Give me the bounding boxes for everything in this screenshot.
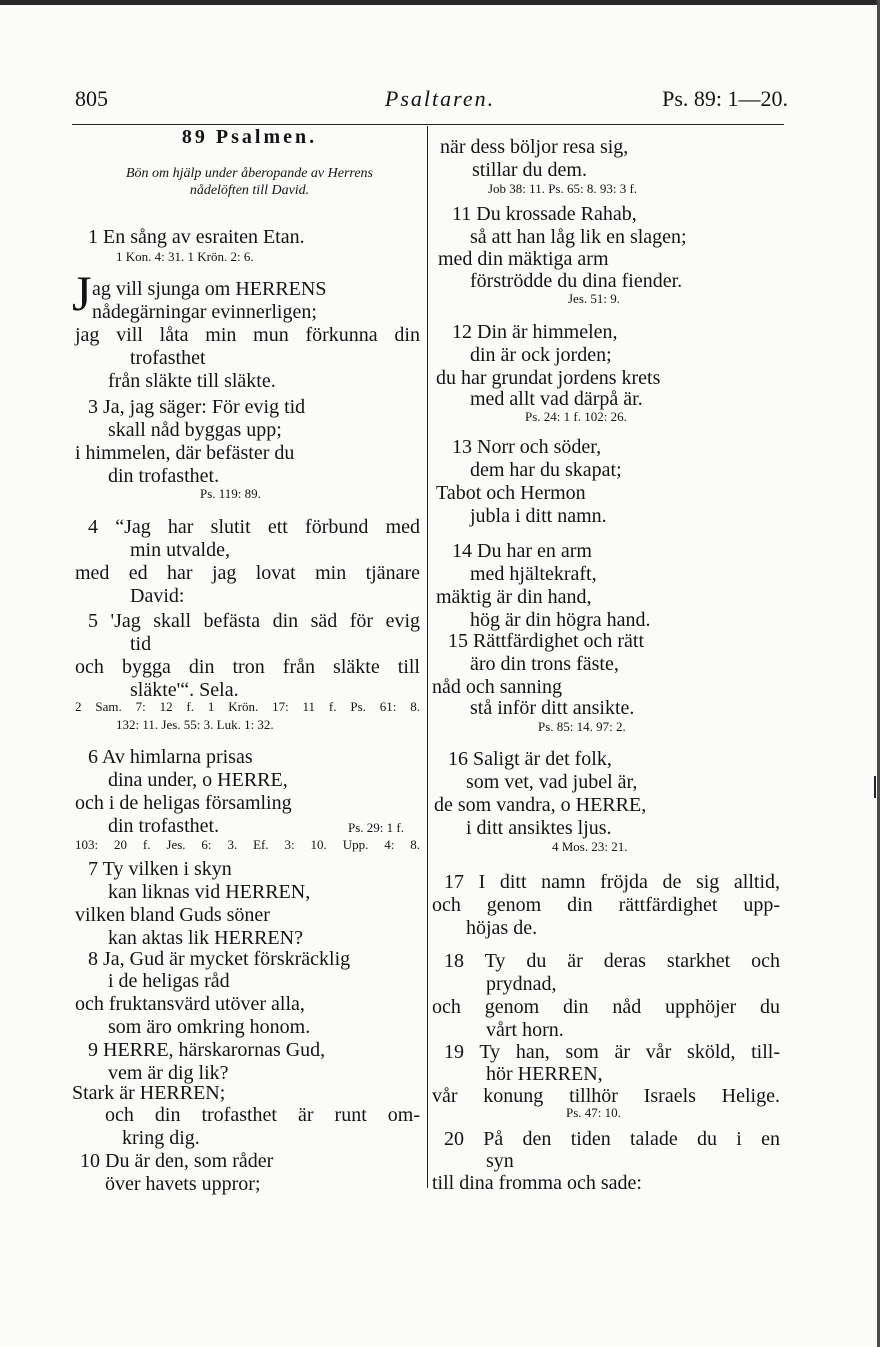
verse-line: mäktig är din hand, (436, 586, 592, 608)
verse-line: 15 Rättfärdighet och rätt (448, 630, 645, 652)
verse-line: Stark är HERREN; (72, 1082, 226, 1104)
verse-line: kan liknas vid HERREN, (108, 881, 311, 903)
cross-reference: 4 Mos. 23: 21. (552, 839, 628, 854)
verse-line: trofasthet (130, 347, 206, 369)
page-number: 805 (75, 86, 108, 111)
verse-line: som äro omkring honom. (108, 1016, 311, 1038)
verse-line: stå inför ditt ansikte. (470, 697, 635, 719)
verse-line: i de heligas råd (108, 970, 230, 992)
verse-line: så att han låg lik en slagen; (470, 226, 687, 248)
verse-line: med hjältekraft, (470, 563, 597, 585)
verse-line: som vet, vad jubel är, (466, 771, 638, 793)
verse-line: och din trofasthet är runt om- (105, 1104, 420, 1126)
verse-line: i himmelen, där befäster du (75, 442, 295, 464)
verse-line: vårt horn. (486, 1019, 564, 1041)
verse-line: hög är din högra hand. (470, 609, 651, 631)
verse-line: 4 “Jag har slutit ett förbund med (88, 516, 420, 538)
verse-line: din trofasthet. (108, 815, 220, 837)
verse-line: kring dig. (122, 1127, 200, 1149)
verse-line: de som vandra, o HERRE, (434, 794, 647, 816)
verse-line: dina under, o HERRE, (108, 769, 288, 791)
verse-line: 10 Du är den, som råder (80, 1150, 274, 1172)
verse-line: David: (130, 585, 185, 607)
verse-line: Tabot och Hermon (436, 482, 586, 504)
verse-line: när dess böljor resa sig, (440, 136, 629, 158)
verse-line: dem har du skapat; (470, 459, 622, 481)
verse-line: 5 'Jag skall befästa din säd för evig (88, 610, 420, 632)
verse-line: nåd och sanning (432, 676, 562, 698)
cross-reference: Ps. 85: 14. 97: 2. (538, 719, 626, 734)
verse-line: och fruktansvärd utöver alla, (75, 993, 305, 1015)
verse-line: släkte'“. Sela. (130, 679, 239, 701)
verse-line: nådegärningar evinnerligen; (92, 301, 317, 323)
verse-line: förströdde du dina fiender. (470, 270, 683, 292)
verse-line: vår konung tillhör Israels Helige. (432, 1085, 780, 1107)
cross-reference: 1 Kon. 4: 31. 1 Krön. 2: 6. (116, 249, 254, 264)
verse-line: vem är dig lik? (108, 1062, 229, 1084)
verse-line: till dina fromma och sade: (432, 1172, 642, 1194)
verse-line: din är ock jorden; (470, 344, 612, 366)
verse-line: 13 Norr och söder, (452, 436, 602, 458)
verse-line: från släkte till släkte. (108, 370, 276, 392)
verse-line: 9 HERRE, härskarornas Gud, (88, 1039, 326, 1061)
scan-top-edge (0, 0, 880, 5)
verse-line: 12 Din är himmelen, (452, 321, 618, 343)
verse-line: 7 Ty vilken i skyn (88, 858, 232, 880)
verse-line: stillar du dem. (472, 159, 587, 181)
verse-line: 14 Du har en arm (452, 540, 592, 562)
margin-mark (874, 776, 876, 798)
cross-reference: 103: 20 f. Jes. 6: 3. Ef. 3: 10. Upp. 4: 8. (75, 837, 420, 852)
cross-reference: 2 Sam. 7: 12 f. 1 Krön. 17: 11 f. Ps. 61: 8. (75, 699, 420, 714)
running-title: Psaltaren. (384, 86, 496, 111)
cross-reference: Ps. 29: 1 f. (348, 820, 404, 835)
verse-line: 19 Ty han, som är vår sköld, till- (444, 1041, 780, 1063)
verse-line: 8 Ja, Gud är mycket förskräcklig (88, 948, 351, 970)
verse-line: äro din trons fäste, (470, 653, 619, 675)
verse-line: 20 På den tiden talade du i en (444, 1128, 780, 1150)
verse-line: höjas de. (466, 917, 538, 939)
verse-line: hör HERREN, (486, 1063, 603, 1085)
verse-line: 6 Av himlarna prisas (88, 746, 253, 768)
verse-line: och genom din nåd upphöjer du (432, 996, 780, 1018)
verse-line: med allt vad därpå är. (470, 388, 643, 410)
verse-line: kan aktas lik HERREN? (108, 927, 303, 949)
verse-line: och bygga din tron från släkte till (75, 656, 420, 678)
cross-reference: Ps. 24: 1 f. 102: 26. (525, 409, 627, 424)
verse-line: 17 I ditt namn fröjda de sig alltid, (444, 871, 780, 893)
cross-reference: Ps. 119: 89. (200, 486, 261, 501)
verse-line: 16 Saligt är det folk, (448, 748, 612, 770)
verse-line: du har grundat jordens krets (436, 367, 661, 389)
psalm-heading: 89 Psalmen. (181, 126, 318, 148)
verse-line: med din mäktiga arm (438, 248, 609, 270)
column-divider (427, 126, 428, 1188)
verse-line: och i de heligas församling (75, 792, 292, 814)
verse-line: jubla i ditt namn. (470, 505, 607, 527)
verse-line: prydnad, (486, 973, 557, 995)
cross-reference: Jes. 51: 9. (568, 291, 620, 306)
verse-line: skall nåd byggas upp; (108, 419, 282, 441)
verse-line: syn (486, 1150, 514, 1172)
verse-line: i ditt ansiktes ljus. (466, 817, 612, 839)
cross-reference: Ps. 47: 10. (566, 1105, 621, 1120)
verse-line: 18 Ty du är deras starkhet och (444, 950, 780, 972)
drop-cap: J (72, 265, 92, 321)
verse-line: vilken bland Guds söner (75, 904, 270, 926)
cross-reference: 132: 11. Jes. 55: 3. Luk. 1: 32. (116, 717, 274, 732)
verse-line: 1 En sång av esraiten Etan. (88, 226, 305, 248)
psalm-subtitle: Bön om hjälp under åberopande av Herrens (125, 166, 374, 181)
verse-line: min utvalde, (130, 539, 230, 561)
verse-line: din trofasthet. (108, 465, 220, 487)
psalm-subtitle: nådelöften till David. (189, 183, 310, 198)
cross-reference: Job 38: 11. Ps. 65: 8. 93: 3 f. (488, 181, 638, 196)
verse-line: och genom din rättfärdighet upp- (432, 894, 780, 916)
header-rule (72, 124, 784, 125)
running-reference: Ps. 89: 1—20. (662, 86, 788, 111)
verse-line: över havets uppror; (105, 1173, 261, 1195)
verse-line: 11 Du krossade Rahab, (452, 203, 637, 225)
verse-line: tid (130, 633, 152, 655)
verse-line: jag vill låta min mun förkunna din (75, 324, 420, 346)
verse-line: med ed har jag lovat min tjänare (75, 562, 420, 584)
verse-line: 3 Ja, jag säger: För evig tid (88, 396, 306, 418)
verse-line: ag vill sjunga om HERRENS (92, 278, 327, 300)
